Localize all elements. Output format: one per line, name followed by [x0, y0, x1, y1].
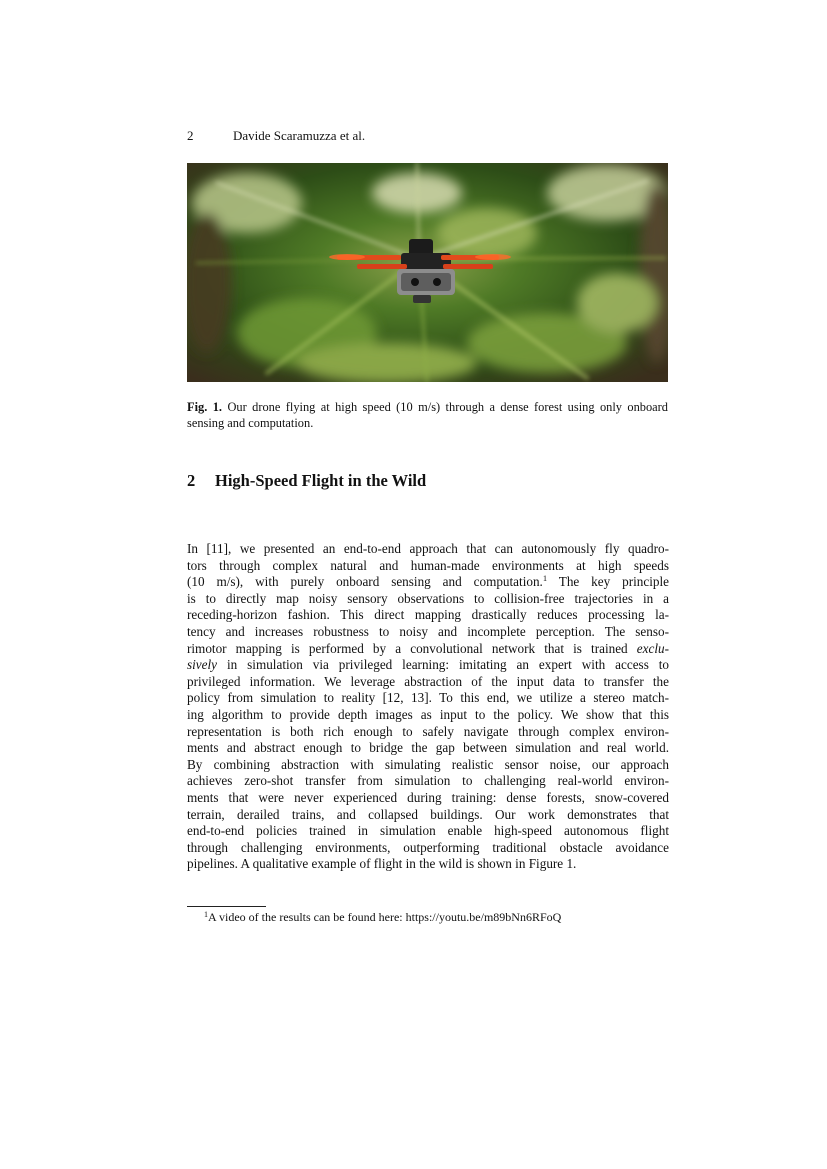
paragraph-line: By combining abstraction with simulating realistic sensor noise, our approach — [187, 756, 669, 772]
paragraph-line: ing algorithm to provide depth images as input to the policy. We show that this — [187, 706, 669, 722]
paragraph-line-text: rimotor mapping is performed by a convolutional network that is trained — [187, 640, 628, 656]
section-title: High-Speed Flight in the Wild — [215, 471, 427, 490]
figure-label: Fig. 1. — [187, 400, 223, 414]
paragraph-line: policy from simulation to reality [12, 13]. To this end, we utilize a stereo match- — [187, 690, 669, 706]
footnote — [204, 909, 664, 925]
body-paragraph — [187, 541, 669, 873]
page-header — [187, 127, 667, 145]
emphasis-text: sively — [187, 657, 218, 673]
figure-caption — [187, 399, 668, 431]
footnote-reference: 1 — [542, 573, 548, 584]
paragraph-line: is to directly map noisy sensory observations to collision-free trajectories in a — [187, 590, 669, 606]
paragraph-line: receding-horizon fashion. This direct mapping drastically reduces processing la- — [187, 607, 669, 623]
paragraph-line: In [11], we presented an end-to-end approach that can autonomously fly quadro- — [187, 541, 669, 556]
figure-drone-photo — [187, 163, 668, 382]
paragraph-line: through challenging environments, outperforming traditional obstacle avoidance — [187, 839, 669, 855]
figure-caption-text: Our drone flying at high speed (10 m/s) through a dense forest using only onboard sensing and computation. — [187, 400, 668, 430]
paragraph-line: representation is both rich enough to safely navigate through complex environ- — [187, 723, 669, 739]
paragraph-line-text: (10 m/s), with purely onboard sensing and computation. — [187, 574, 543, 590]
paragraph-line: terrain, derailed trains, and collapsed buildings. Our work demonstrates that — [187, 806, 669, 822]
paragraph-line — [187, 574, 669, 591]
paragraph-line-tail: The key principle — [558, 574, 669, 590]
paragraph-line: privileged information. We leverage abstraction of the input data to transfer the — [187, 673, 669, 689]
paragraph-line: end-to-end policies trained in simulation enable high-speed autonomous flight — [187, 823, 669, 839]
drone-in-forest-image — [187, 163, 668, 382]
paragraph-line: tors through complex natural and human-made environments at high speeds — [187, 557, 669, 573]
footnote-marker: 1 — [204, 910, 208, 919]
footnote-rule — [187, 906, 266, 907]
section-number: 2 — [187, 471, 196, 490]
paragraph-line: ments and abstract enough to bridge the gap between simulation and real world. — [187, 740, 669, 756]
paragraph-line — [187, 641, 669, 658]
running-head: Davide Scaramuzza et al. — [233, 128, 366, 143]
paragraph-line-text: in simulation via privileged learning: imitating an expert with access to — [226, 657, 670, 673]
footnote-text: A video of the results can be found here: https://youtu.be/m89bNn6RFoQ — [208, 910, 562, 924]
paragraph-line: ments that were never experienced during training: dense forests, snow-covered — [187, 789, 669, 805]
paragraph-line: pipelines. A qualitative example of flight in the wild is shown in Figure 1. — [187, 856, 577, 872]
paragraph-line — [187, 657, 669, 674]
emphasis-text: exclu- — [636, 640, 670, 656]
paragraph-line: tency and increases robustness to noisy and incomplete perception. The senso- — [187, 623, 669, 639]
page-number: 2 — [187, 128, 194, 143]
paragraph-line: achieves zero-shot transfer from simulation to challenging real-world environ- — [187, 773, 669, 789]
